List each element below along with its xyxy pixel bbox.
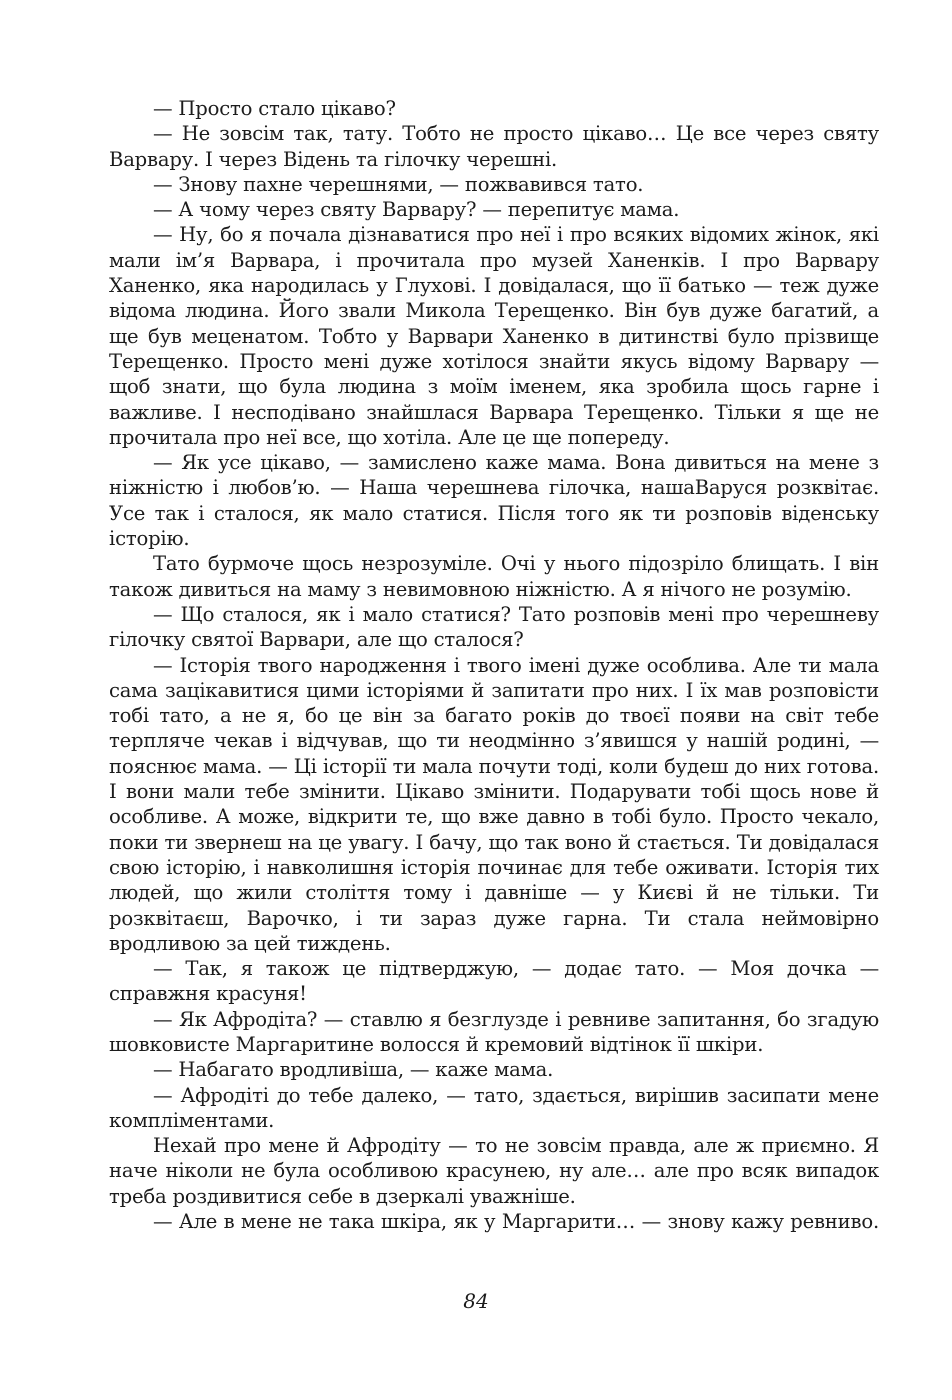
paragraph-3: — Знову пахне черешнями, — пожвавився тато.	[153, 172, 644, 196]
paragraph-7: Тато бурмоче щось незрозуміле. Очі у нього підозріло блищать. І він також дивиться на маму з невимовною ніжністю. А я нічого не розумію.	[109, 552, 879, 601]
paragraph-15: — Але в мене не така шкіра, як у Маргарити… — знову кажу ревниво.	[153, 1210, 879, 1234]
paragraph-1: — Просто стало цікаво?	[153, 97, 396, 120]
paragraph-14: Нехай про мене й Афродіту — то не зовсім правда, але ж приємно. Я наче ніколи не була особливою красунею, ну але… але про всяк випадок треба роздивитися себе в дзеркалі уважніше.	[109, 1134, 879, 1208]
paragraph-8: — Що сталося, як і мало статися? Тато розповів мені про черешневу гілочку святої Варвари, але що сталося?	[109, 602, 879, 652]
paragraph-5: — Ну, бо я почала дізнаватися про неї і про всяких відомих жінок, які мали ім’я Варвара, і прочитала про музей Ханенків. І про Варвару Ханенко, яка народилась у Глухові. І довідалася, що її батько — теж дуже відома людина. Його звали Микола Терещенко. Він був дуже багатий, а ще був меценатом. Тобто у Варвари Ханенко в дитинстві було прізвище Терещенко. Просто мені дуже хотілося знайти якусь відому Варвару — щоб знати, що була людина з моїм іменем, яка зробила щось гарне і важливе. І несподівано знайшлася Варвара Терещенко. Тільки я ще не прочитала про неї все, що хотіла. Але це ще попереду.	[109, 223, 879, 449]
paragraph-11: — Як Афродіта? — ставлю я безглузде і ревниве запитання, бо згадую шовковисте Маргаритине волосся й кремовий відтінок її шкіри.	[109, 1007, 879, 1056]
paragraph-4: — А чому через святу Варвару? — перепитує мама.	[153, 198, 680, 222]
paragraph-13: — Афродіті до тебе далеко, — тато, здається, вирішив засипати мене компліментами.	[109, 1083, 879, 1132]
paragraph-2: — Не зовсім так, тату. Тобто не просто цікаво… Це все через святу Варвару. І через Відень та гілочку черешні.	[109, 122, 879, 171]
paragraph-12: — Набагато вродливіша, — каже мама.	[153, 1058, 554, 1082]
page-number: 84	[463, 1289, 489, 1313]
paragraph-6: — Як усе цікаво, — замислено каже мама. Вона дивиться на мене з ніжністю і любов’ю. — Наша черешнева гілочка, нашаВаруся розквітає. Усе так і сталося, як мало статися. Після того як ти розповів віденську історію.	[109, 451, 879, 551]
paragraph-9: — Історія твого народження і твого імені дуже особлива. Але ти мала сама зацікавитися цими історіями й запитати про них. І їх мав розповісти тобі тато, а не я, бо це він за багато років до твоєї появи на світ тебе терпляче чекав і відчував, що ти неодмінно з’явишся у нашій родині, — пояснює мама. — Ці історії ти мала почути тоді, коли будеш до них готова. І вони мали тебе змінити. Цікаво змінити. Подарувати тобі щось нове й особливе. А може, відкрити те, що вже давно в тобі було. Просто чекало, поки ти звернеш на це увагу. І бачу, що так воно й стається. Ти довідалася свою історію, і навколишня історія починає для тебе оживати. Історія тих людей, що жили століття тому і давніше — у Києві й не тільки. Ти розквітаєш, Варочко, і ти зараз дуже гарна. Ти стала неймовірно вродливою за цей тиждень.	[109, 653, 879, 955]
paragraph-10: — Так, я також це підтверджую, — додає тато. — Моя дочка — справжня красуня!	[109, 957, 879, 1006]
page-body	[109, 96, 879, 1234]
